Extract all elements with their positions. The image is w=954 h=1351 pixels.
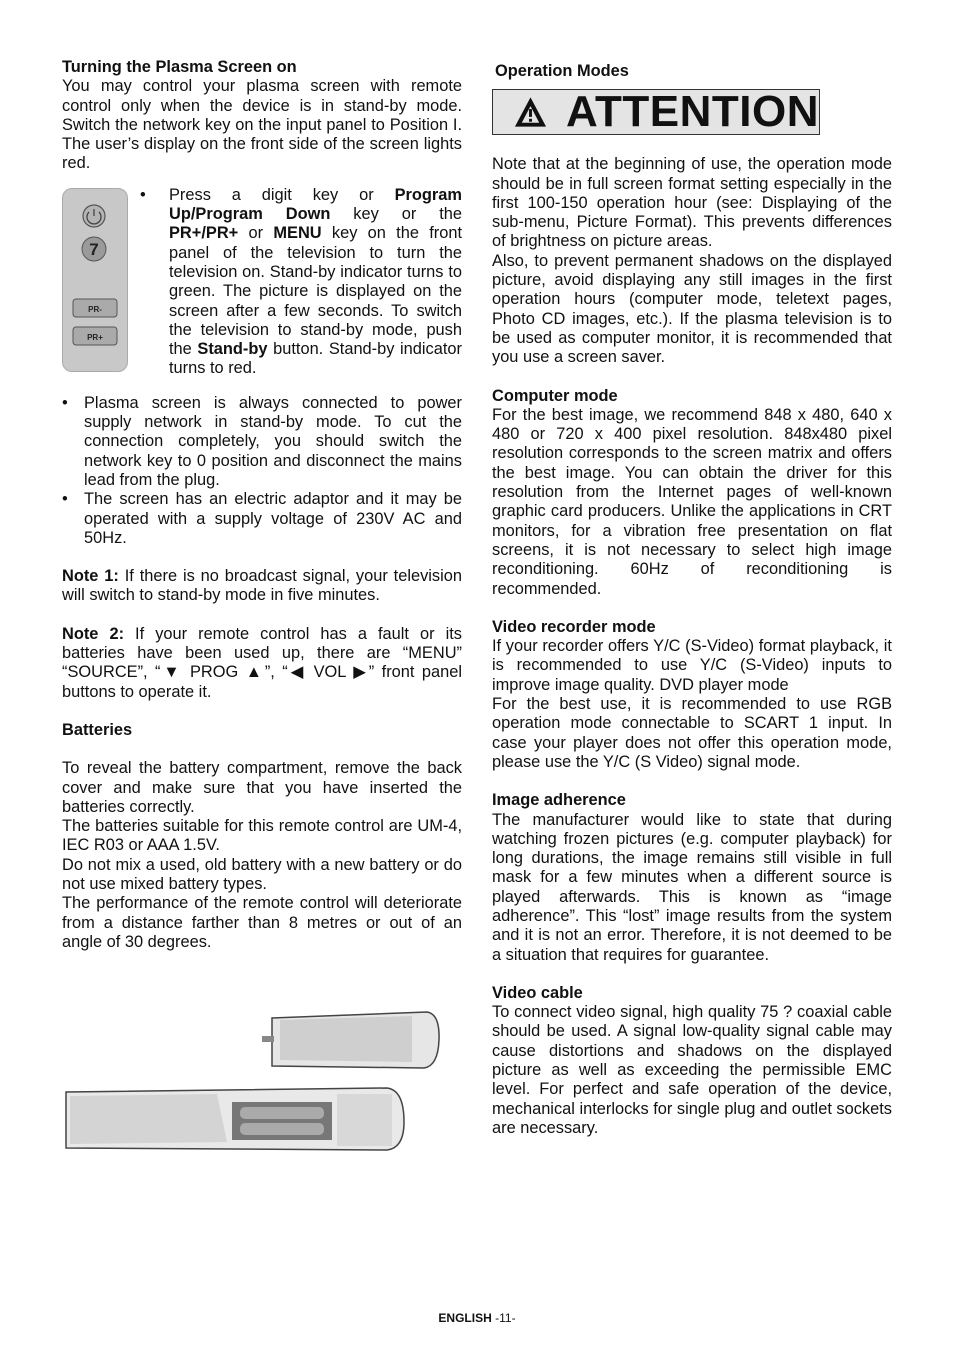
down-triangle-icon: ▼ — [160, 663, 183, 682]
remote-bullet: • Press a digit key or Program Up/Program Down key or the PR+/PR+ or MENU key on the front panel of the television to turn the television on. Stand-by indicator turns to green. The picture is displayed on the screen after a few seconds. To switch the television to stand-by mode, push the Stand-by button. Stand-by indicator turns to red. — [140, 185, 462, 378]
attention-label: ATTENTION — [566, 87, 819, 137]
footer-language: ENGLISH — [438, 1311, 492, 1325]
computer-mode-text: For the best image, we recommend 848 x 480, 640 x 480 or 720 x 400 pixel resolution. 848x480 pixel resolution corresponds to the screen matrix and offers the best image. You can obtain the driver for this resolution from the Internet pages of well-known graphic card producers. Unlike the applications in CRT monitors, for a vibration free presentation on flat screens, it is not necessary to select high image reconditioning. 60Hz of reconditioning is recommended. — [492, 405, 892, 598]
video-cable-heading: Video cable — [492, 983, 583, 1002]
image-adherence-text: The manufacturer would like to state that during watching frozen pictures (e.g. computer playback) for long durations, the image remains still visible in full mask for a few minutes when a different source is played afterwards. This is known as “image adherence”. This “lost” image results from the system and it is not an error. Therefore, it is not deemed to be a situation that requires for guarantee. — [492, 810, 892, 964]
page-footer — [0, 1309, 954, 1328]
remote-control-front-illustration — [62, 188, 128, 372]
batteries-paragraph: The performance of the remote control will deteriorate from a distance farther than 8 metres or out of an angle of 30 degrees. — [62, 894, 462, 951]
computer-mode-heading: Computer mode — [492, 386, 618, 405]
note-2: Note 2: If your remote control has a fault or its batteries have been used up, there are “MENU” “SOURCE”, “▼ PROG ▲”, “◀ VOL ▶” front panel buttons to operate it. — [62, 624, 463, 701]
right-column — [492, 62, 892, 1138]
operation-modes-heading: Operation Modes — [495, 62, 629, 80]
digit-key-label: 7 — [89, 239, 99, 259]
batteries-paragraph: Do not mix a used, old battery with a new battery or do not use mixed battery types. — [62, 855, 462, 894]
battery-compartment-illustration — [62, 1010, 452, 1160]
pr-plus-label: PR+ — [87, 332, 103, 342]
pr-minus-label: PR- — [88, 304, 102, 314]
attention-banner — [492, 89, 820, 135]
remote-instruction-block — [62, 186, 462, 394]
batteries-paragraph: The batteries suitable for this remote control are UM-4, IEC R03 or AAA 1.5V. — [62, 817, 462, 855]
turning-on-text: You may control your plasma screen with remote control only when the device is in stand-by mode. Switch the network key on the input panel to Position I. The user’s display on the front side of the screen lights red. — [62, 77, 462, 173]
left-triangle-icon: ◀ — [287, 663, 307, 682]
attention-paragraph: Also, to prevent permanent shadows on the displayed picture, avoid displaying any still images in the first operation hours (computer mode, teletext pages, Photo CD images, etc.). If the plasma television is to be used as computer monitor, it is recommended that you use a screen saver. — [492, 251, 892, 367]
batteries-paragraph: To reveal the battery compartment, remove the back cover and make sure that you have inserted the batteries correctly. — [62, 759, 462, 816]
video-recorder-heading: Video recorder mode — [492, 617, 656, 636]
left-column — [62, 58, 462, 952]
image-adherence-heading: Image adherence — [492, 791, 626, 810]
right-triangle-icon: ▶ — [353, 663, 369, 682]
power-bullet-1: • Plasma screen is always connected to power supply network in stand-by mode. To cut the connection completely, you should switch the network key to 0 position and disconnect the mains lead from the plug. — [62, 393, 462, 489]
turning-on-heading: Turning the Plasma Screen on — [62, 58, 297, 76]
note-1: Note 1: If there is no broadcast signal, your television will switch to stand-by mode in five minutes. — [62, 567, 462, 605]
video-cable-text: To connect video signal, high quality 75 ? coaxial cable should be used. A signal low-quality signal cable may cause distortions and shadows on the displayed picture as well as exceeding the permissible EMC level. For perfect and safe operation of the device, mechanical interlocks for single plug and outlet sockets are necessary. — [492, 1003, 892, 1137]
video-recorder-text: If your recorder offers Y/C (S-Video) format playback, it is recommended to use Y/C (S-Video) inputs to improve image quality. DVD player mode — [492, 637, 892, 694]
power-bullet-2: • The screen has an electric adaptor and it may be operated with a supply voltage of 230V AC and 50Hz. — [62, 490, 462, 547]
video-recorder-text: For the best use, it is recommended to use RGB operation mode connectable to SCART 1 input. In case your player does not offer this operation mode, please use the Y/C (S Video) signal mode. — [492, 695, 892, 771]
page-number: -11- — [495, 1311, 516, 1325]
warning-triangle-icon — [513, 94, 548, 130]
batteries-heading: Batteries — [62, 720, 133, 739]
up-triangle-icon: ▲ — [245, 663, 265, 682]
attention-paragraph: Note that at the beginning of use, the operation mode should be in full screen format setting especially in the first 100-150 operation hour (see: Displaying of the sub-menu, Picture Format). This prevents differences of brightness on picture areas. — [492, 155, 892, 251]
